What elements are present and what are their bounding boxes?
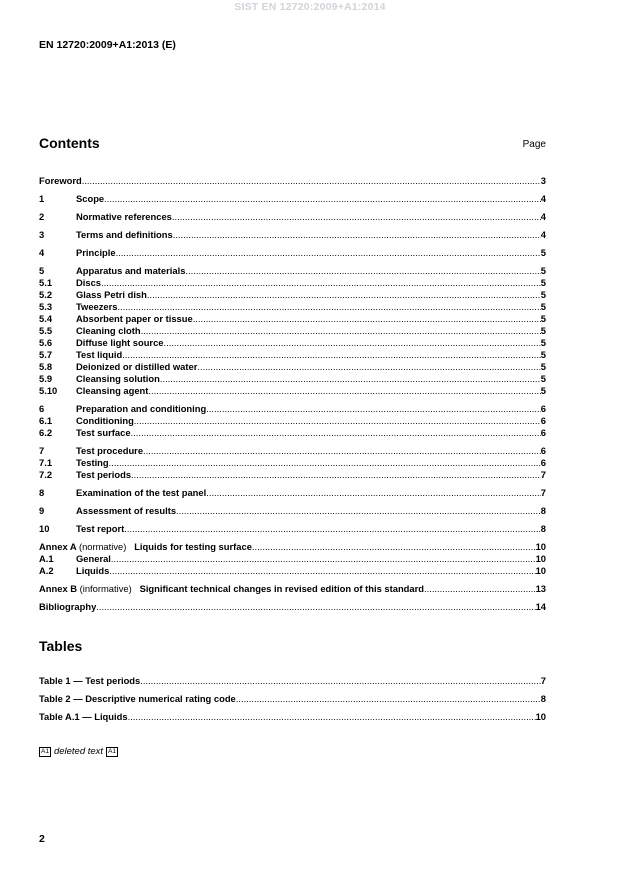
toc-entry-title-text: Cleansing solution: [76, 373, 160, 384]
dot-leader: [147, 289, 541, 301]
toc-entry-title: [76, 469, 131, 481]
toc-entry-title: [76, 325, 141, 337]
toc-entry[interactable]: [39, 505, 546, 517]
toc-entry-title: [76, 313, 193, 325]
toc-entry-number: 1: [39, 193, 45, 204]
toc-entry-number: 5.4: [39, 313, 53, 324]
toc-entry-title-text: Table A.1 — Liquids: [39, 711, 128, 722]
toc-entry-title: [39, 541, 252, 553]
amendment-end-marker: A1: [108, 747, 117, 755]
toc-entry[interactable]: [39, 349, 546, 361]
toc-entry-title-text: Test procedure: [76, 445, 144, 456]
toc-entry-title-text: Deionized or distilled water: [76, 361, 198, 372]
toc-entry-title-text: Principle: [76, 247, 116, 258]
dot-leader: [424, 583, 536, 595]
toc-entry-page: 10: [535, 711, 546, 722]
toc-entry[interactable]: [39, 457, 546, 469]
toc-entry[interactable]: [39, 583, 546, 595]
toc-entry[interactable]: [39, 361, 546, 373]
toc-entry-title-text: Apparatus and materials: [76, 265, 186, 276]
dot-leader: [101, 277, 541, 289]
toc-entry-page: 4: [540, 211, 546, 222]
toc-entry-page: 5: [540, 349, 546, 360]
dot-leader: [109, 565, 535, 577]
toc-entry-page: 8: [540, 693, 546, 704]
dot-leader: [197, 361, 540, 373]
toc-entry-page: 8: [540, 523, 546, 534]
tables-heading: Tables: [39, 638, 83, 654]
dot-leader: [206, 487, 541, 499]
dot-leader: [111, 553, 536, 565]
toc-entry-title-text: Test surface: [76, 427, 131, 438]
toc-entry-page: 5: [540, 301, 546, 312]
toc-entry[interactable]: [39, 373, 546, 385]
toc-entry-title: [76, 427, 131, 439]
toc-entry-title: [76, 373, 160, 385]
toc-entry-title-text: Scope: [76, 193, 105, 204]
toc-entry[interactable]: [39, 403, 546, 415]
toc-entry-title: [76, 565, 109, 577]
toc-entry-number: 3: [39, 229, 45, 240]
toc-entry[interactable]: [39, 415, 546, 427]
dot-leader: [141, 325, 541, 337]
toc-entry-title: [76, 553, 111, 565]
dot-leader: [122, 349, 541, 361]
annex-status: (informative): [79, 583, 132, 594]
page-number: 2: [39, 833, 45, 845]
toc-entry-page: 4: [540, 229, 546, 240]
toc-entry[interactable]: [39, 553, 546, 565]
toc-entry-number: 5.8: [39, 361, 53, 372]
toc-entry-title: [76, 445, 143, 457]
toc-entry-number: 7.2: [39, 469, 53, 480]
toc-entry-title-text: Liquids: [76, 565, 110, 576]
toc-entry-page: 6: [540, 457, 546, 468]
toc-entry-title: [76, 385, 148, 397]
toc-entry[interactable]: [39, 247, 546, 259]
dot-leader: [185, 265, 540, 277]
toc-entry[interactable]: [39, 523, 546, 535]
dot-leader: [82, 175, 541, 187]
toc-entry-number: 5.1: [39, 277, 53, 288]
toc-entry-title-text: Foreword: [39, 175, 82, 186]
toc-entry-number: 5.10: [39, 385, 58, 396]
table-of-contents: [39, 0, 546, 876]
dot-leader: [140, 675, 541, 687]
toc-entry-page: 4: [540, 193, 546, 204]
toc-entry-title: [39, 693, 236, 705]
toc-entry-title-text: Assessment of results: [76, 505, 177, 516]
toc-entry-number: 5.6: [39, 337, 53, 348]
toc-entry-title: [39, 675, 140, 687]
annex-title: Significant technical changes in revised edition of this standard: [139, 583, 424, 594]
toc-entry[interactable]: [39, 385, 546, 397]
toc-entry[interactable]: [39, 601, 546, 613]
toc-entry-title: [76, 247, 116, 259]
toc-entry-page: 6: [540, 415, 546, 426]
toc-entry-title-text: Examination of the test panel: [76, 487, 207, 498]
toc-entry[interactable]: [39, 337, 546, 349]
toc-entry-page: 6: [540, 427, 546, 438]
toc-entry-number: 5.3: [39, 301, 53, 312]
table-list-entry[interactable]: [39, 693, 546, 705]
toc-entry-number: 2: [39, 211, 45, 222]
toc-entry-page: 5: [540, 373, 546, 384]
toc-entry-number: 10: [39, 523, 50, 534]
toc-entry[interactable]: [39, 211, 546, 223]
toc-entry-number: 4: [39, 247, 45, 258]
toc-entry-page: 5: [540, 289, 546, 300]
watermark: SIST EN 12720:2009+A1:2014: [234, 1, 386, 13]
toc-entry-page: 5: [540, 361, 546, 372]
annex-status: (normative): [78, 541, 127, 552]
toc-entry-title: [76, 415, 134, 427]
toc-entry-number: 5.9: [39, 373, 53, 384]
toc-entry-page: 5: [540, 337, 546, 348]
dot-leader: [252, 541, 536, 553]
dot-leader: [172, 211, 541, 223]
toc-entry-page: 5: [540, 313, 546, 324]
toc-entry[interactable]: [39, 193, 546, 205]
toc-entry-title-text: Tweezers: [76, 301, 118, 312]
toc-entry-page: 13: [535, 583, 546, 594]
toc-entry[interactable]: [39, 313, 546, 325]
toc-entry-number: 6.1: [39, 415, 53, 426]
toc-entry-number: 9: [39, 505, 45, 516]
toc-entry-number: A.2: [39, 565, 54, 576]
dot-leader: [134, 415, 541, 427]
dot-leader: [176, 505, 541, 517]
document-identifier: EN 12720:2009+A1:2013 (E): [39, 39, 176, 51]
dot-leader: [173, 229, 541, 241]
toc-entry-title-text: Bibliography: [39, 601, 97, 612]
toc-entry[interactable]: [39, 565, 546, 577]
amendment-note: [39, 746, 118, 757]
toc-entry-number: 6.2: [39, 427, 53, 438]
toc-entry-page: 7: [540, 487, 546, 498]
dot-leader: [124, 523, 541, 535]
toc-entry-title-text: Test periods: [76, 469, 132, 480]
toc-entry-title: [76, 229, 173, 241]
dot-leader: [206, 403, 541, 415]
toc-entry-title-text: Test liquid: [76, 349, 123, 360]
toc-entry-page: 6: [540, 445, 546, 456]
toc-entry-title-text: Annex A: [39, 541, 77, 552]
toc-entry-page: 5: [540, 325, 546, 336]
dot-leader: [109, 457, 541, 469]
toc-entry-page: 10: [535, 565, 546, 576]
toc-entry-title: [76, 361, 197, 373]
toc-entry-title: [76, 403, 206, 415]
toc-entry-title: [39, 175, 82, 187]
toc-entry-page: 5: [540, 277, 546, 288]
dot-leader: [116, 247, 541, 259]
toc-entry-page: 14: [535, 601, 546, 612]
toc-entry[interactable]: [39, 469, 546, 481]
dot-leader: [128, 711, 536, 723]
annex-title: Liquids for testing surface: [134, 541, 252, 552]
toc-entry-number: 8: [39, 487, 45, 498]
toc-entry-title: [76, 265, 185, 277]
toc-entry-title: [76, 211, 172, 223]
toc-entry-title-text: Cleaning cloth: [76, 325, 141, 336]
table-list-entry[interactable]: [39, 675, 546, 687]
toc-entry-page: 5: [540, 247, 546, 258]
toc-entry-title: [76, 349, 122, 361]
dot-leader: [96, 601, 535, 613]
toc-entry-number: A.1: [39, 553, 54, 564]
toc-entry-title-text: Normative references: [76, 211, 172, 222]
toc-entry-title: [76, 193, 104, 205]
toc-entry-title: [39, 583, 424, 595]
toc-entry-number: 6: [39, 403, 45, 414]
toc-entry-number: 7: [39, 445, 45, 456]
toc-entry-title: [76, 523, 124, 535]
toc-entry-title: [76, 505, 176, 517]
toc-entry-page: 10: [535, 553, 546, 564]
toc-entry-page: 3: [540, 175, 546, 186]
dot-leader: [131, 427, 541, 439]
toc-entry-title-text: General: [76, 553, 111, 564]
toc-entry-page: 8: [540, 505, 546, 516]
toc-entry[interactable]: [39, 487, 546, 499]
toc-entry[interactable]: [39, 445, 546, 457]
toc-entry-title: [76, 277, 101, 289]
dot-leader: [143, 445, 541, 457]
toc-entry-number: 7.1: [39, 457, 53, 468]
amendment-start-marker: A1: [41, 747, 49, 755]
amendment-note-text: deleted text: [53, 746, 104, 757]
toc-entry[interactable]: [39, 427, 546, 439]
toc-entry-title: [76, 487, 206, 499]
toc-entry-title: [76, 289, 147, 301]
table-list-entry[interactable]: [39, 711, 546, 723]
dot-leader: [160, 373, 541, 385]
toc-entry[interactable]: [39, 301, 546, 313]
dot-leader: [131, 469, 541, 481]
toc-entry-page: 7: [540, 469, 546, 480]
page-column-label: Page: [522, 139, 546, 150]
dot-leader: [164, 337, 541, 349]
dot-leader: [118, 301, 541, 313]
toc-entry-title-text: Table 2 — Descriptive numerical rating code: [39, 693, 236, 704]
toc-entry-title-text: Diffuse light source: [76, 337, 164, 348]
toc-entry-title: [39, 711, 128, 723]
dot-leader: [236, 693, 541, 705]
toc-entry[interactable]: [39, 325, 546, 337]
toc-entry-title: [76, 337, 164, 349]
toc-entry-title: [76, 457, 109, 469]
toc-entry-page: 10: [535, 541, 546, 552]
toc-entry-title-text: Test report: [76, 523, 125, 534]
toc-entry[interactable]: [39, 265, 546, 277]
toc-entry-title: [76, 301, 118, 313]
contents-heading: Contents: [39, 135, 100, 151]
toc-entry-number: 5.2: [39, 289, 53, 300]
toc-entry-number: 5: [39, 265, 45, 276]
toc-entry[interactable]: [39, 289, 546, 301]
toc-entry-page: 7: [540, 675, 546, 686]
toc-entry-page: 5: [540, 265, 546, 276]
toc-entry-title-text: Annex B: [39, 583, 78, 594]
toc-entry-title-text: Absorbent paper or tissue: [76, 313, 193, 324]
toc-entry-title-text: Table 1 — Test periods: [39, 675, 141, 686]
toc-entry[interactable]: [39, 175, 546, 187]
toc-entry[interactable]: [39, 277, 546, 289]
toc-entry-title-text: Glass Petri dish: [76, 289, 147, 300]
toc-entry-title-text: Discs: [76, 277, 102, 288]
toc-entry-number: 5.5: [39, 325, 53, 336]
toc-entry-number: 5.7: [39, 349, 53, 360]
dot-leader: [104, 193, 541, 205]
toc-entry-page: 6: [540, 403, 546, 414]
toc-entry-page: 5: [540, 385, 546, 396]
dot-leader: [193, 313, 541, 325]
toc-entry-title-text: Preparation and conditioning: [76, 403, 207, 414]
toc-entry-title-text: Terms and definitions: [76, 229, 173, 240]
toc-entry[interactable]: [39, 229, 546, 241]
dot-leader: [148, 385, 540, 397]
toc-entry-title-text: Cleansing agent: [76, 385, 149, 396]
toc-entry-title-text: Testing: [76, 457, 109, 468]
toc-entry-title-text: Conditioning: [76, 415, 134, 426]
toc-entry[interactable]: [39, 541, 546, 553]
toc-entry-title: [39, 601, 96, 613]
